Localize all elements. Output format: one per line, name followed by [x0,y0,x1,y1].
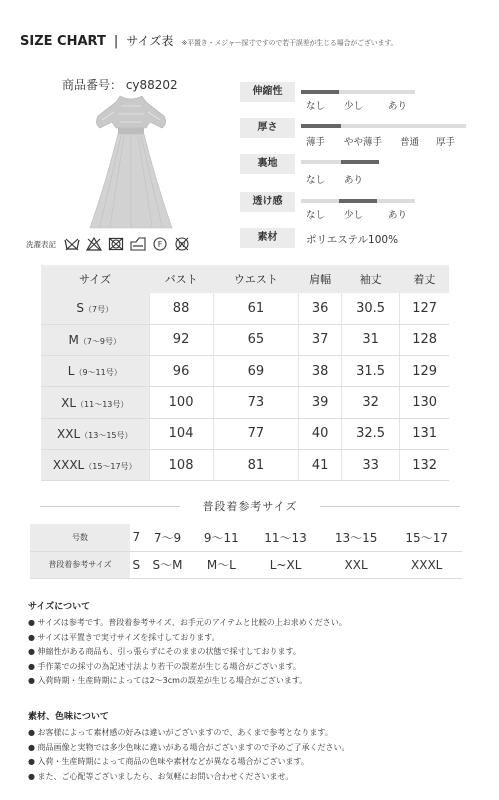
sleeve-cell: 30.5 [341,293,399,324]
thickness-option-slightly-thin: やや薄手 [344,137,383,148]
bust-cell: 96 [149,356,213,387]
sleeve-cell: 31 [341,324,399,355]
dry-clean-f-icon [152,237,168,251]
shoulder-cell: 39 [299,387,342,418]
list-item: ● 入荷時期・生産時期によっては2〜3cmの誤差が生じる場合がございます。 [28,676,308,686]
sheer-option-yes: あり [388,210,408,221]
reference-size-cell: S [130,551,143,578]
measurement-note: ※平置き・メジャー採寸ですので若干誤差が生じる場合がございます。 [181,39,398,47]
thickness-option-thin: 薄手 [306,137,326,148]
reference-size-cell: XXXL [391,551,462,578]
number-cell: 7〜9 [143,524,193,551]
thickness-option-thick: 厚手 [436,137,456,148]
shoulder-cell: 36 [299,293,342,324]
table-row [41,418,449,449]
stretch-option-slight: 少し [344,101,364,112]
sheer-option-none: なし [306,210,326,221]
material-label: 素材 [240,228,295,248]
waist-cell: 73 [213,387,299,418]
number-cell: 7 [130,524,143,551]
sheer-option-slight: 少し [344,210,364,221]
stretch-scale [301,90,415,94]
thickness-scale [301,124,466,128]
size-chart-title: SIZE CHART [20,34,106,49]
header-shoulder: 肩幅 [309,273,332,286]
product-number: 商品番号： cy88202 [62,78,178,92]
shoulder-cell: 41 [299,449,342,480]
table-row [30,524,462,551]
bust-cell: 104 [149,418,213,449]
list-item: ● 入荷・生産時期によって商品の色味や素材などが異なる場合がございます。 [28,757,309,767]
list-item: ● 手作業での採寸の為記述寸法より若干の誤差が生じる場合がございます。 [28,661,301,671]
list-item: ● 商品画像と実物では多少色味に違いがある場合がございますので予めご了承ください。 [28,742,350,752]
bust-cell: 100 [149,387,213,418]
sheer-scale [301,199,415,203]
size-notes [28,599,347,689]
size-cell: XL（11〜13号） [41,387,149,418]
number-cell: 13〜15 [321,524,392,551]
material-notes [28,709,350,784]
header-size: サイズ [78,273,112,286]
no-tumble-dry-icon [108,237,124,251]
reference-size-cell: M〜L [192,551,250,578]
length-cell: 131 [400,418,449,449]
svg-text:W: W [178,241,186,249]
dress-product-image [76,92,186,232]
size-chart-header [20,30,490,50]
no-wash-icon [64,237,80,251]
table-row [41,449,449,480]
lining-option-yes: あり [344,175,364,186]
lining-indicator [341,160,379,164]
header-waist: ウエスト [233,273,278,286]
table-row [41,293,449,324]
length-cell: 130 [400,387,449,418]
table-row [41,387,449,418]
stretch-option-none: なし [306,101,326,112]
reference-size-table [30,524,462,579]
bust-cell: 108 [149,449,213,480]
waist-cell: 81 [213,449,299,480]
flat-dry-shade-icon [130,237,146,251]
list-item: ● 伸縮性がある商品も、引っ張らずにそのままの状態で採寸しております。 [28,647,301,657]
length-cell: 132 [400,449,449,480]
lining-scale [301,160,379,164]
sleeve-cell: 33 [341,449,399,480]
heading-divider-left [40,506,180,507]
bust-cell: 88 [149,293,213,324]
header-length: 着丈 [413,273,436,286]
size-cell: XXXL（15〜17号） [41,449,149,480]
size-chart-subtitle: サイズ表 [126,34,174,48]
size-cell: S（7号） [41,293,149,324]
sheer-label: 透け感 [240,192,295,212]
reference-size-cell: S〜M [143,551,193,578]
number-cell: 11〜13 [250,524,321,551]
stretch-label: 伸縮性 [240,82,295,102]
thickness-option-normal: 普通 [400,137,420,148]
reference-size-heading [40,498,460,514]
length-cell: 128 [400,324,449,355]
list-item: ● また、ご心配等ございましたら、お気軽にお問い合わせくださいませ。 [28,771,294,781]
size-notes-title: サイズについて [28,602,91,612]
material-notes-title: 素材、色味について [28,712,109,722]
row-label-number: 号数 [30,524,130,551]
bust-cell: 92 [149,324,213,355]
stretch-indicator [301,90,339,94]
thickness-indicator [301,124,341,128]
list-item: ● お客様によって素材感の好みは違いがございますので、あくまで参考となります。 [28,728,333,737]
thickness-label: 厚さ [240,118,295,138]
shoulder-cell: 37 [299,324,342,355]
sleeve-cell: 32 [341,387,399,418]
no-wet-clean-icon [174,237,190,251]
sleeve-cell: 31.5 [341,356,399,387]
no-bleach-icon [86,237,102,251]
waist-cell: 77 [213,418,299,449]
list-item: ● サイズは平置きで実寸サイズを採寸しております。 [28,632,220,642]
waist-cell: 69 [213,356,299,387]
waist-cell: 65 [213,324,299,355]
size-cell: XXL（13〜15号） [41,418,149,449]
size-table-header [41,265,449,293]
size-cell: M（7〜9号） [41,324,149,355]
header-sleeve: 袖丈 [359,273,382,286]
lining-option-none: なし [306,175,326,186]
care-labels [26,235,196,253]
table-row [30,551,462,578]
lining-label: 裏地 [240,154,295,174]
title-separator: | [113,34,119,49]
length-cell: 129 [400,356,449,387]
material-value: ポリエステル100% [306,234,399,246]
sleeve-cell: 32.5 [341,418,399,449]
number-cell: 15〜17 [391,524,462,551]
care-label-title: 洗濯表記 [26,239,56,249]
heading-divider-right [320,506,460,507]
reference-size-title: 普段着参考サイズ [202,500,298,513]
size-cell: L（9〜11号） [41,356,149,387]
list-item: ● サイズは参考です。普段着参考サイズ、お手元のアイテムと比較の上お求めください。 [28,618,347,627]
waist-cell: 61 [213,293,299,324]
shoulder-cell: 38 [299,356,342,387]
shoulder-cell: 40 [299,418,342,449]
number-cell: 9〜11 [192,524,250,551]
reference-size-cell: L~XL [250,551,321,578]
table-row [41,356,449,387]
reference-size-cell: XXL [321,551,392,578]
length-cell: 127 [400,293,449,324]
sheer-indicator [339,199,377,203]
stretch-option-yes: あり [388,101,408,112]
svg-text:F: F [157,240,163,249]
size-table [41,265,449,481]
header-bust: バスト [164,273,198,286]
table-row [41,324,449,355]
row-label-reference-size: 普段着参考サイズ [30,551,130,578]
